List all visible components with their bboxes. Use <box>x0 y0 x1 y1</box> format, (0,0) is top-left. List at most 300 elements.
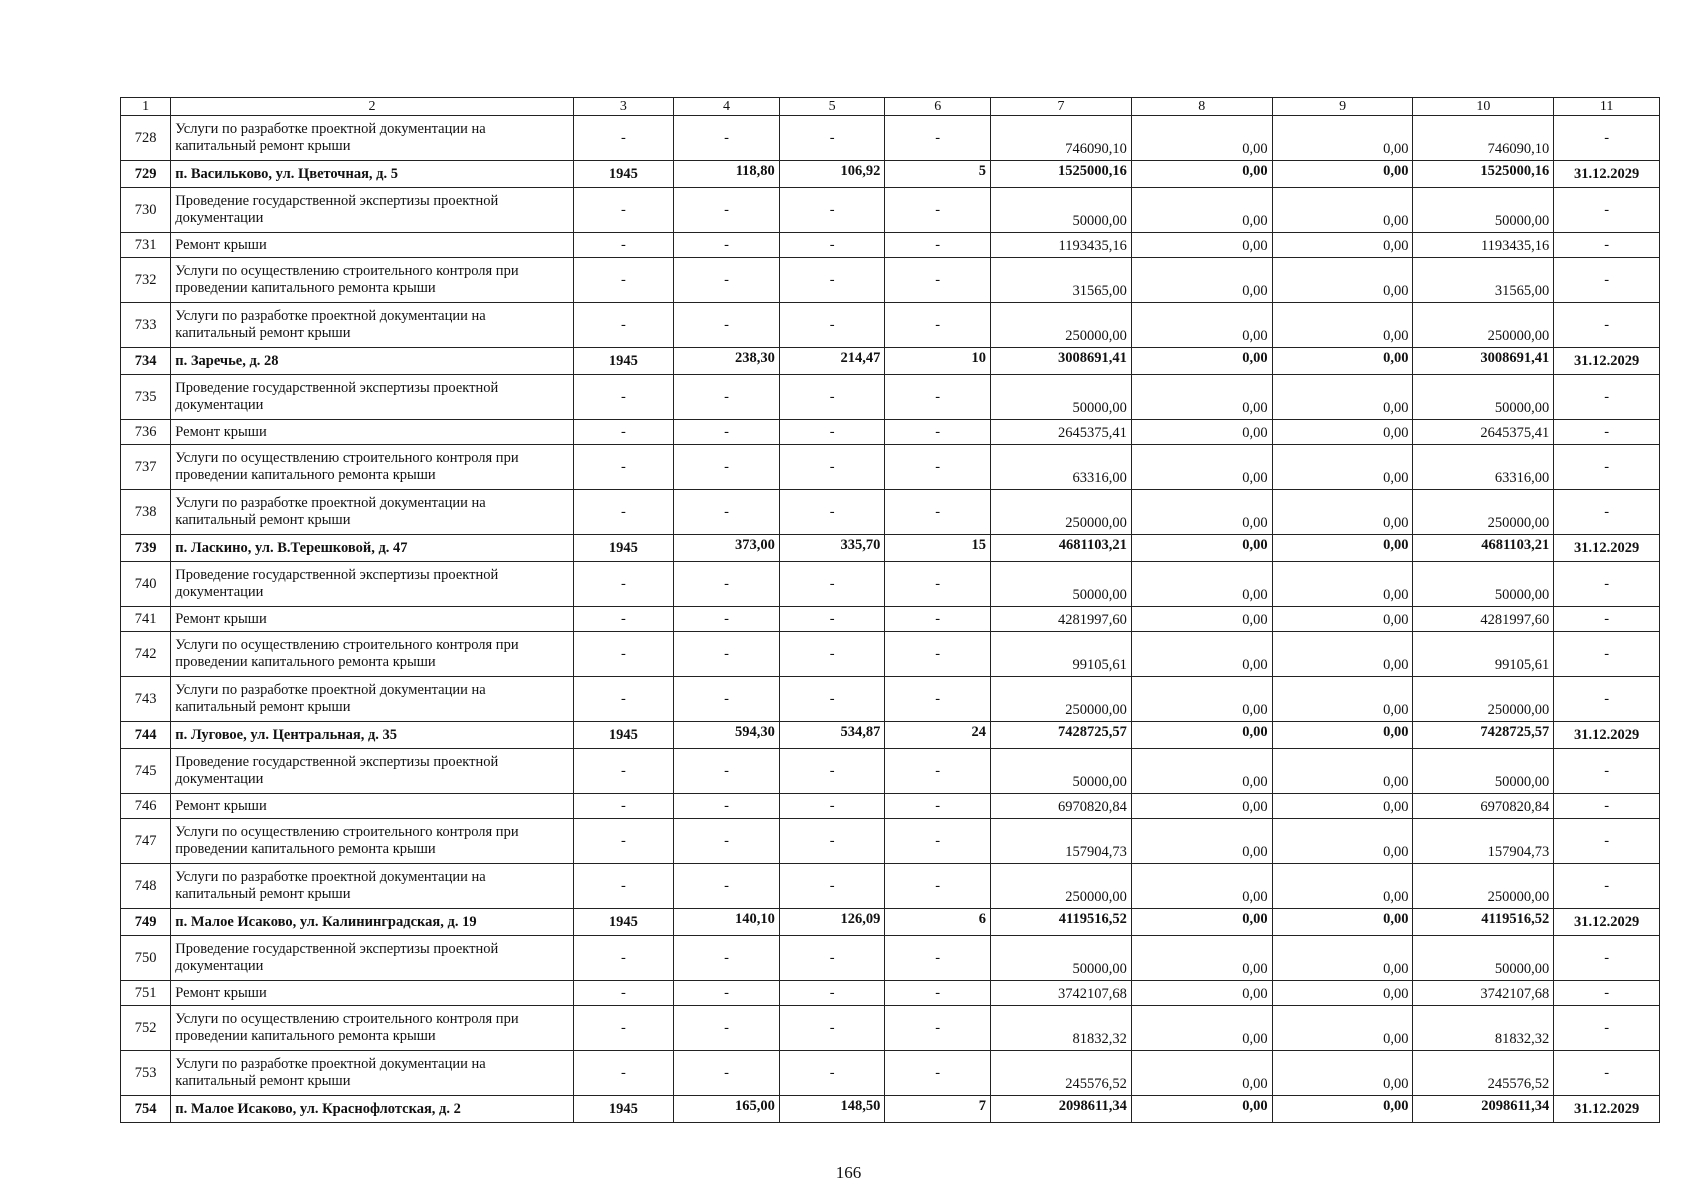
deadline-cell: - <box>1554 819 1660 864</box>
work-item-row <box>121 445 1660 490</box>
total-area-cell: - <box>674 562 780 607</box>
living-area-cell: - <box>779 258 885 303</box>
residents-cell: - <box>885 632 991 677</box>
residents-cell: - <box>885 1051 991 1096</box>
year-cell: - <box>573 420 674 445</box>
work-name-cell: Услуги по разработке проектной документации на капитальный ремонт крыши <box>171 116 573 161</box>
total-cost-cell: 1525000,16 <box>991 161 1132 188</box>
residents-cell: 7 <box>885 1096 991 1123</box>
work-name-cell: Услуги по осуществлению строительного контроля при проведении капитального ремонта крыши <box>171 445 573 490</box>
deadline-cell: - <box>1554 375 1660 420</box>
living-area-cell: - <box>779 233 885 258</box>
total-area-cell: 140,10 <box>674 909 780 936</box>
row-number-cell: 728 <box>121 116 171 161</box>
work-name-cell: Услуги по осуществлению строительного контроля при проведении капитального ремонта крыши <box>171 258 573 303</box>
total-cost-cell: 250000,00 <box>991 864 1132 909</box>
living-area-cell: 126,09 <box>779 909 885 936</box>
deadline-cell: - <box>1554 794 1660 819</box>
year-cell: 1945 <box>573 1096 674 1123</box>
total-cost-cell: 250000,00 <box>991 677 1132 722</box>
total-area-cell: - <box>674 749 780 794</box>
year-cell: 1945 <box>573 535 674 562</box>
residents-cell: - <box>885 258 991 303</box>
federal-funds-cell: 0,00 <box>1131 936 1272 981</box>
work-name-cell: Услуги по осуществлению строительного контроля при проведении капитального ремонта крыши <box>171 819 573 864</box>
work-name-cell: Проведение государственной экспертизы проектной документации <box>171 562 573 607</box>
year-cell: - <box>573 864 674 909</box>
total-cost-cell: 3008691,41 <box>991 348 1132 375</box>
regional-funds-cell: 0,00 <box>1272 348 1413 375</box>
work-item-row <box>121 819 1660 864</box>
year-cell: - <box>573 1006 674 1051</box>
residents-cell: - <box>885 981 991 1006</box>
work-item-row <box>121 794 1660 819</box>
total-area-cell: - <box>674 794 780 819</box>
row-number-cell: 732 <box>121 258 171 303</box>
total-area-cell: - <box>674 819 780 864</box>
column-header: 11 <box>1554 98 1660 116</box>
row-number-cell: 736 <box>121 420 171 445</box>
work-name-cell: п. Заречье, д. 28 <box>171 348 573 375</box>
owner-funds-cell: 7428725,57 <box>1413 722 1554 749</box>
residents-cell: - <box>885 116 991 161</box>
total-cost-cell: 7428725,57 <box>991 722 1132 749</box>
total-cost-cell: 50000,00 <box>991 188 1132 233</box>
federal-funds-cell: 0,00 <box>1131 981 1272 1006</box>
regional-funds-cell: 0,00 <box>1272 819 1413 864</box>
deadline-cell: - <box>1554 632 1660 677</box>
year-cell: - <box>573 819 674 864</box>
year-cell: 1945 <box>573 348 674 375</box>
row-number-cell: 743 <box>121 677 171 722</box>
deadline-cell: 31.12.2029 <box>1554 722 1660 749</box>
owner-funds-cell: 4681103,21 <box>1413 535 1554 562</box>
year-cell: - <box>573 562 674 607</box>
total-area-cell: - <box>674 420 780 445</box>
row-number-cell: 746 <box>121 794 171 819</box>
row-number-cell: 735 <box>121 375 171 420</box>
total-area-cell: - <box>674 116 780 161</box>
regional-funds-cell: 0,00 <box>1272 562 1413 607</box>
owner-funds-cell: 50000,00 <box>1413 188 1554 233</box>
living-area-cell: - <box>779 445 885 490</box>
column-header: 5 <box>779 98 885 116</box>
regional-funds-cell: 0,00 <box>1272 116 1413 161</box>
owner-funds-cell: 50000,00 <box>1413 562 1554 607</box>
regional-funds-cell: 0,00 <box>1272 490 1413 535</box>
year-cell: - <box>573 233 674 258</box>
regional-funds-cell: 0,00 <box>1272 722 1413 749</box>
row-number-cell: 729 <box>121 161 171 188</box>
regional-funds-cell: 0,00 <box>1272 1006 1413 1051</box>
regional-funds-cell: 0,00 <box>1272 1096 1413 1123</box>
living-area-cell: - <box>779 188 885 233</box>
year-cell: 1945 <box>573 161 674 188</box>
work-name-cell: Ремонт крыши <box>171 794 573 819</box>
owner-funds-cell: 50000,00 <box>1413 375 1554 420</box>
work-item-row <box>121 116 1660 161</box>
work-name-cell: Услуги по разработке проектной документации на капитальный ремонт крыши <box>171 303 573 348</box>
total-area-cell: - <box>674 981 780 1006</box>
total-area-cell: - <box>674 490 780 535</box>
work-name-cell: Услуги по разработке проектной документации на капитальный ремонт крыши <box>171 1051 573 1096</box>
column-header: 6 <box>885 98 991 116</box>
owner-funds-cell: 50000,00 <box>1413 749 1554 794</box>
house-row <box>121 1096 1660 1123</box>
total-area-cell: - <box>674 677 780 722</box>
owner-funds-cell: 250000,00 <box>1413 303 1554 348</box>
regional-funds-cell: 0,00 <box>1272 535 1413 562</box>
work-item-row <box>121 864 1660 909</box>
column-number-row <box>121 98 1660 116</box>
year-cell: - <box>573 749 674 794</box>
owner-funds-cell: 31565,00 <box>1413 258 1554 303</box>
federal-funds-cell: 0,00 <box>1131 348 1272 375</box>
work-name-cell: Ремонт крыши <box>171 607 573 632</box>
federal-funds-cell: 0,00 <box>1131 909 1272 936</box>
federal-funds-cell: 0,00 <box>1131 161 1272 188</box>
living-area-cell: 106,92 <box>779 161 885 188</box>
total-cost-cell: 81832,32 <box>991 1006 1132 1051</box>
year-cell: - <box>573 258 674 303</box>
work-item-row <box>121 677 1660 722</box>
residents-cell: 24 <box>885 722 991 749</box>
total-area-cell: - <box>674 1006 780 1051</box>
owner-funds-cell: 2645375,41 <box>1413 420 1554 445</box>
year-cell: - <box>573 490 674 535</box>
living-area-cell: - <box>779 116 885 161</box>
row-number-cell: 740 <box>121 562 171 607</box>
regional-funds-cell: 0,00 <box>1272 749 1413 794</box>
deadline-cell: - <box>1554 303 1660 348</box>
deadline-cell: - <box>1554 749 1660 794</box>
year-cell: - <box>573 794 674 819</box>
residents-cell: - <box>885 375 991 420</box>
federal-funds-cell: 0,00 <box>1131 1096 1272 1123</box>
row-number-cell: 747 <box>121 819 171 864</box>
deadline-cell: - <box>1554 1006 1660 1051</box>
federal-funds-cell: 0,00 <box>1131 864 1272 909</box>
row-number-cell: 737 <box>121 445 171 490</box>
work-item-row <box>121 188 1660 233</box>
living-area-cell: 214,47 <box>779 348 885 375</box>
work-item-row <box>121 420 1660 445</box>
residents-cell: - <box>885 233 991 258</box>
residents-cell: 15 <box>885 535 991 562</box>
row-number-cell: 730 <box>121 188 171 233</box>
federal-funds-cell: 0,00 <box>1131 490 1272 535</box>
owner-funds-cell: 250000,00 <box>1413 864 1554 909</box>
column-header: 8 <box>1131 98 1272 116</box>
page-number: 166 <box>835 1163 862 1182</box>
work-item-row <box>121 490 1660 535</box>
residents-cell: - <box>885 936 991 981</box>
house-row <box>121 909 1660 936</box>
living-area-cell: - <box>779 375 885 420</box>
row-number-cell: 744 <box>121 722 171 749</box>
deadline-cell: 31.12.2029 <box>1554 535 1660 562</box>
row-number-cell: 741 <box>121 607 171 632</box>
work-name-cell: п. Луговое, ул. Центральная, д. 35 <box>171 722 573 749</box>
regional-funds-cell: 0,00 <box>1272 445 1413 490</box>
year-cell: - <box>573 936 674 981</box>
residents-cell: - <box>885 749 991 794</box>
work-name-cell: Услуги по осуществлению строительного контроля при проведении капитального ремонта крыши <box>171 1006 573 1051</box>
work-name-cell: Услуги по разработке проектной документации на капитальный ремонт крыши <box>171 677 573 722</box>
federal-funds-cell: 0,00 <box>1131 607 1272 632</box>
total-cost-cell: 2645375,41 <box>991 420 1132 445</box>
column-header: 10 <box>1413 98 1554 116</box>
total-area-cell: 118,80 <box>674 161 780 188</box>
year-cell: - <box>573 445 674 490</box>
living-area-cell: 335,70 <box>779 535 885 562</box>
owner-funds-cell: 6970820,84 <box>1413 794 1554 819</box>
year-cell: - <box>573 188 674 233</box>
living-area-cell: - <box>779 981 885 1006</box>
work-name-cell: Ремонт крыши <box>171 981 573 1006</box>
living-area-cell: - <box>779 420 885 445</box>
row-number-cell: 733 <box>121 303 171 348</box>
living-area-cell: - <box>779 1051 885 1096</box>
federal-funds-cell: 0,00 <box>1131 749 1272 794</box>
owner-funds-cell: 4281997,60 <box>1413 607 1554 632</box>
owner-funds-cell: 245576,52 <box>1413 1051 1554 1096</box>
work-item-row <box>121 607 1660 632</box>
residents-cell: - <box>885 794 991 819</box>
work-name-cell: Проведение государственной экспертизы проектной документации <box>171 936 573 981</box>
year-cell: - <box>573 375 674 420</box>
work-item-row <box>121 375 1660 420</box>
federal-funds-cell: 0,00 <box>1131 722 1272 749</box>
residents-cell: - <box>885 188 991 233</box>
deadline-cell: - <box>1554 864 1660 909</box>
total-area-cell: - <box>674 233 780 258</box>
living-area-cell: - <box>779 936 885 981</box>
living-area-cell: - <box>779 749 885 794</box>
row-number-cell: 745 <box>121 749 171 794</box>
deadline-cell: - <box>1554 1051 1660 1096</box>
regional-funds-cell: 0,00 <box>1272 375 1413 420</box>
living-area-cell: - <box>779 819 885 864</box>
deadline-cell: 31.12.2029 <box>1554 348 1660 375</box>
total-cost-cell: 250000,00 <box>991 490 1132 535</box>
owner-funds-cell: 2098611,34 <box>1413 1096 1554 1123</box>
house-row <box>121 161 1660 188</box>
total-cost-cell: 4119516,52 <box>991 909 1132 936</box>
work-item-row <box>121 749 1660 794</box>
residents-cell: - <box>885 445 991 490</box>
owner-funds-cell: 1525000,16 <box>1413 161 1554 188</box>
owner-funds-cell: 746090,10 <box>1413 116 1554 161</box>
deadline-cell: 31.12.2029 <box>1554 1096 1660 1123</box>
residents-cell: 6 <box>885 909 991 936</box>
regional-funds-cell: 0,00 <box>1272 161 1413 188</box>
total-cost-cell: 6970820,84 <box>991 794 1132 819</box>
total-cost-cell: 3742107,68 <box>991 981 1132 1006</box>
residents-cell: - <box>885 864 991 909</box>
house-row <box>121 348 1660 375</box>
total-cost-cell: 4281997,60 <box>991 607 1132 632</box>
regional-funds-cell: 0,00 <box>1272 864 1413 909</box>
total-area-cell: - <box>674 936 780 981</box>
deadline-cell: - <box>1554 116 1660 161</box>
column-header: 7 <box>991 98 1132 116</box>
residents-cell: 5 <box>885 161 991 188</box>
federal-funds-cell: 0,00 <box>1131 303 1272 348</box>
living-area-cell: - <box>779 607 885 632</box>
owner-funds-cell: 63316,00 <box>1413 445 1554 490</box>
regional-funds-cell: 0,00 <box>1272 420 1413 445</box>
federal-funds-cell: 0,00 <box>1131 420 1272 445</box>
house-row <box>121 722 1660 749</box>
row-number-cell: 750 <box>121 936 171 981</box>
deadline-cell: 31.12.2029 <box>1554 161 1660 188</box>
living-area-cell: - <box>779 864 885 909</box>
work-name-cell: Услуги по разработке проектной документации на капитальный ремонт крыши <box>171 490 573 535</box>
year-cell: - <box>573 1051 674 1096</box>
year-cell: 1945 <box>573 909 674 936</box>
total-area-cell: - <box>674 188 780 233</box>
regional-funds-cell: 0,00 <box>1272 909 1413 936</box>
living-area-cell: - <box>779 632 885 677</box>
residents-cell: - <box>885 677 991 722</box>
total-cost-cell: 157904,73 <box>991 819 1132 864</box>
regional-funds-cell: 0,00 <box>1272 607 1413 632</box>
row-number-cell: 731 <box>121 233 171 258</box>
regional-funds-cell: 0,00 <box>1272 632 1413 677</box>
federal-funds-cell: 0,00 <box>1131 233 1272 258</box>
total-area-cell: 238,30 <box>674 348 780 375</box>
row-number-cell: 739 <box>121 535 171 562</box>
total-area-cell: - <box>674 445 780 490</box>
federal-funds-cell: 0,00 <box>1131 794 1272 819</box>
total-cost-cell: 50000,00 <box>991 936 1132 981</box>
total-cost-cell: 50000,00 <box>991 749 1132 794</box>
federal-funds-cell: 0,00 <box>1131 632 1272 677</box>
living-area-cell: - <box>779 562 885 607</box>
total-area-cell: 165,00 <box>674 1096 780 1123</box>
owner-funds-cell: 4119516,52 <box>1413 909 1554 936</box>
residents-cell: - <box>885 607 991 632</box>
total-area-cell: 594,30 <box>674 722 780 749</box>
owner-funds-cell: 250000,00 <box>1413 677 1554 722</box>
column-header: 2 <box>171 98 573 116</box>
owner-funds-cell: 3008691,41 <box>1413 348 1554 375</box>
work-name-cell: Ремонт крыши <box>171 420 573 445</box>
living-area-cell: - <box>779 677 885 722</box>
work-name-cell: п. Васильково, ул. Цветочная, д. 5 <box>171 161 573 188</box>
deadline-cell: - <box>1554 420 1660 445</box>
work-name-cell: п. Малое Исаково, ул. Калининградская, д. 19 <box>171 909 573 936</box>
owner-funds-cell: 3742107,68 <box>1413 981 1554 1006</box>
row-number-cell: 749 <box>121 909 171 936</box>
work-item-row <box>121 1006 1660 1051</box>
total-area-cell: - <box>674 864 780 909</box>
total-area-cell: - <box>674 375 780 420</box>
work-item-row <box>121 981 1660 1006</box>
deadline-cell: - <box>1554 562 1660 607</box>
regional-funds-cell: 0,00 <box>1272 936 1413 981</box>
living-area-cell: - <box>779 1006 885 1051</box>
column-header: 3 <box>573 98 674 116</box>
total-area-cell: - <box>674 607 780 632</box>
owner-funds-cell: 1193435,16 <box>1413 233 1554 258</box>
federal-funds-cell: 0,00 <box>1131 258 1272 303</box>
row-number-cell: 752 <box>121 1006 171 1051</box>
living-area-cell: 148,50 <box>779 1096 885 1123</box>
residents-cell: 10 <box>885 348 991 375</box>
total-cost-cell: 99105,61 <box>991 632 1132 677</box>
work-name-cell: Услуги по разработке проектной документации на капитальный ремонт крыши <box>171 864 573 909</box>
regional-funds-cell: 0,00 <box>1272 981 1413 1006</box>
total-cost-cell: 63316,00 <box>991 445 1132 490</box>
work-name-cell: Ремонт крыши <box>171 233 573 258</box>
year-cell: - <box>573 116 674 161</box>
total-area-cell: 373,00 <box>674 535 780 562</box>
deadline-cell: - <box>1554 981 1660 1006</box>
owner-funds-cell: 99105,61 <box>1413 632 1554 677</box>
year-cell: - <box>573 632 674 677</box>
federal-funds-cell: 0,00 <box>1131 819 1272 864</box>
federal-funds-cell: 0,00 <box>1131 375 1272 420</box>
owner-funds-cell: 157904,73 <box>1413 819 1554 864</box>
federal-funds-cell: 0,00 <box>1131 1051 1272 1096</box>
total-area-cell: - <box>674 1051 780 1096</box>
total-cost-cell: 245576,52 <box>991 1051 1132 1096</box>
regional-funds-cell: 0,00 <box>1272 188 1413 233</box>
year-cell: 1945 <box>573 722 674 749</box>
column-header: 1 <box>121 98 171 116</box>
owner-funds-cell: 250000,00 <box>1413 490 1554 535</box>
owner-funds-cell: 81832,32 <box>1413 1006 1554 1051</box>
federal-funds-cell: 0,00 <box>1131 535 1272 562</box>
deadline-cell: - <box>1554 445 1660 490</box>
total-cost-cell: 31565,00 <box>991 258 1132 303</box>
work-name-cell: п. Малое Исаково, ул. Краснофлотская, д. 2 <box>171 1096 573 1123</box>
work-item-row <box>121 303 1660 348</box>
total-cost-cell: 4681103,21 <box>991 535 1132 562</box>
capital-repair-table <box>120 97 1660 1123</box>
year-cell: - <box>573 607 674 632</box>
house-row <box>121 535 1660 562</box>
total-cost-cell: 2098611,34 <box>991 1096 1132 1123</box>
deadline-cell: - <box>1554 258 1660 303</box>
regional-funds-cell: 0,00 <box>1272 1051 1413 1096</box>
row-number-cell: 742 <box>121 632 171 677</box>
total-cost-cell: 50000,00 <box>991 562 1132 607</box>
regional-funds-cell: 0,00 <box>1272 794 1413 819</box>
row-number-cell: 734 <box>121 348 171 375</box>
year-cell: - <box>573 677 674 722</box>
total-area-cell: - <box>674 258 780 303</box>
work-item-row <box>121 258 1660 303</box>
work-name-cell: Проведение государственной экспертизы проектной документации <box>171 188 573 233</box>
work-item-row <box>121 562 1660 607</box>
total-area-cell: - <box>674 303 780 348</box>
residents-cell: - <box>885 420 991 445</box>
living-area-cell: - <box>779 794 885 819</box>
year-cell: - <box>573 303 674 348</box>
work-name-cell: Услуги по осуществлению строительного контроля при проведении капитального ремонта крыши <box>171 632 573 677</box>
deadline-cell: - <box>1554 490 1660 535</box>
owner-funds-cell: 50000,00 <box>1413 936 1554 981</box>
total-area-cell: - <box>674 632 780 677</box>
residents-cell: - <box>885 303 991 348</box>
total-cost-cell: 1193435,16 <box>991 233 1132 258</box>
living-area-cell: - <box>779 490 885 535</box>
year-cell: - <box>573 981 674 1006</box>
work-item-row <box>121 632 1660 677</box>
